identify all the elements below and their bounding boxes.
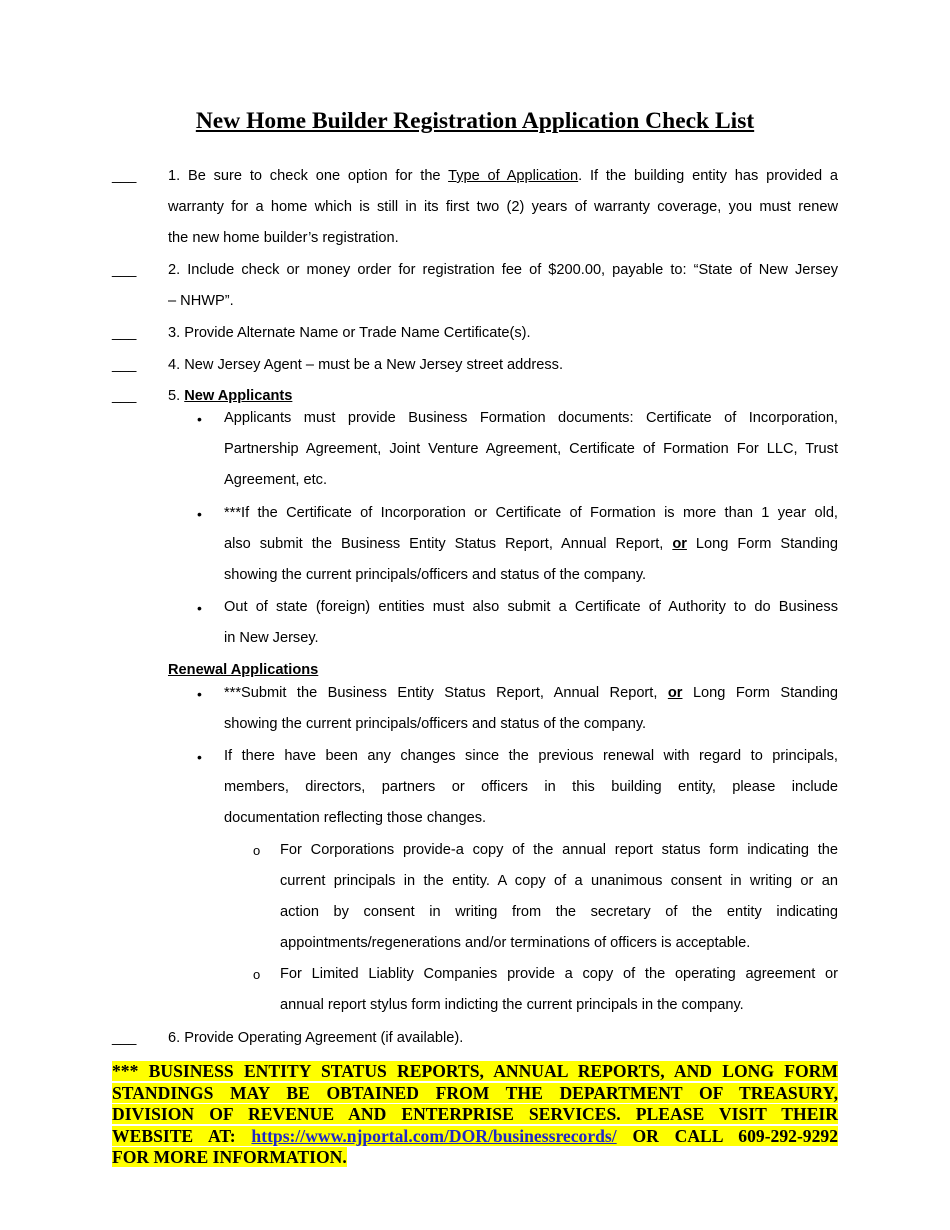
renewal-bullet-1-line-2: showing the current principals/officers and status of the company. xyxy=(224,716,647,732)
renewal-sub-2-line-1: For Limited Liablity Companies provide a copy of the operating agreement or xyxy=(280,966,838,982)
item-1-line-2: warranty for a home which is still in its first two (2) years of warranty coverage, you must renew xyxy=(168,199,838,215)
new-app-bullet-2-line-3: showing the current principals/officers and status of the company. xyxy=(224,567,647,583)
bullet-icon: • xyxy=(197,506,202,522)
renewal-sub-1-line-4: appointments/regenerations and/or terminations of officers is acceptable. xyxy=(280,935,751,951)
bullet-icon: • xyxy=(197,749,202,765)
checkbox-blank-5[interactable]: ___ xyxy=(112,388,137,404)
new-app-bullet-2-line-2: also submit the Business Entity Status Report, Annual Report, or Long Form Standing xyxy=(224,536,838,552)
sub-bullet-icon: o xyxy=(253,967,261,982)
checkbox-blank-3[interactable]: ___ xyxy=(112,325,137,341)
business-records-notice xyxy=(112,1061,838,1169)
checkbox-blank-2[interactable]: ___ xyxy=(112,262,137,278)
item-1-line-3: the new home builder’s registration. xyxy=(168,230,399,246)
renewal-sub-1-line-1: For Corporations provide-a copy of the annual report status form indicating the xyxy=(280,842,838,858)
item-2-line-1: 2. Include check or money order for registration fee of $200.00, payable to: “State of New Jersey xyxy=(168,262,838,278)
item-3-text: 3. Provide Alternate Name or Trade Name Certificate(s). xyxy=(168,325,531,341)
new-applicants-heading: New Applicants xyxy=(184,388,293,404)
new-app-bullet-1-line-2: Partnership Agreement, Joint Venture Agreement, Certificate of Formation For LLC, Trust xyxy=(224,441,838,457)
notice-line-5: FOR MORE INFORMATION. xyxy=(112,1147,347,1168)
notice-line-2: STANDINGS MAY BE OBTAINED FROM THE DEPARTMENT OF TREASURY, xyxy=(112,1082,838,1103)
renewal-sub-1-line-2: current principals in the entity. A copy of a unanimous consent in writing or an xyxy=(280,873,838,889)
bullet-icon: • xyxy=(197,600,202,616)
renewal-bullet-2-line-1: If there have been any changes since the previous renewal with regard to principals, xyxy=(224,748,838,764)
sub-bullet-icon: o xyxy=(253,843,261,858)
item-2-line-2: – NHWP”. xyxy=(168,293,234,309)
new-app-bullet-3-line-1: Out of state (foreign) entities must also submit a Certificate of Authority to do Business xyxy=(224,599,838,615)
renewal-bullet-2-line-2: members, directors, partners or officers in this building entity, please include xyxy=(224,779,838,795)
renewal-bullet-1-line-1: ***Submit the Business Entity Status Report, Annual Report, or Long Form Standing xyxy=(224,685,838,701)
new-app-bullet-1-line-3: Agreement, etc. xyxy=(224,472,328,488)
item-4-text: 4. New Jersey Agent – must be a New Jersey street address. xyxy=(168,357,564,373)
renewal-bullet-2-line-3: documentation reflecting those changes. xyxy=(224,810,487,826)
notice-line-4: WEBSITE AT: https://www.njportal.com/DOR/businessrecords/ OR CALL 609-292-9292 xyxy=(112,1125,838,1146)
notice-line-3: DIVISION OF REVENUE AND ENTERPRISE SERVICES. PLEASE VISIT THEIR xyxy=(112,1104,838,1125)
item-6-text: 6. Provide Operating Agreement (if available). xyxy=(168,1030,464,1046)
checkbox-blank-6[interactable]: ___ xyxy=(112,1030,137,1046)
item-1-line-1: 1. Be sure to check one option for the Type of Application. If the building entity has provided a xyxy=(168,168,838,184)
bullet-icon: • xyxy=(197,411,202,427)
renewal-sub-1-line-3: action by consent in writing from the secretary of the entity indicating xyxy=(280,904,838,920)
checkbox-blank-1[interactable]: ___ xyxy=(112,168,137,184)
new-app-bullet-3-line-2: in New Jersey. xyxy=(224,630,319,646)
notice-line-1: *** BUSINESS ENTITY STATUS REPORTS, ANNUAL REPORTS, AND LONG FORM xyxy=(112,1061,838,1081)
item-5-heading: 5. New Applicants xyxy=(168,388,293,404)
new-app-bullet-2-line-1: ***If the Certificate of Incorporation or Certificate of Formation is more than 1 year old, xyxy=(224,505,838,521)
type-of-application-link: Type of Application xyxy=(448,168,579,184)
njportal-link[interactable]: https://www.njportal.com/DOR/businessrecords/ xyxy=(251,1125,617,1146)
bullet-icon: • xyxy=(197,686,202,702)
renewal-sub-2-line-2: annual report stylus form indicting the current principals in the company. xyxy=(280,997,744,1013)
new-app-bullet-1-line-1: Applicants must provide Business Formation documents: Certificate of Incorporation, xyxy=(224,410,838,426)
page-title: New Home Builder Registration Application Check List xyxy=(195,108,755,134)
renewal-applications-heading: Renewal Applications xyxy=(168,662,319,678)
checkbox-blank-4[interactable]: ___ xyxy=(112,357,137,373)
